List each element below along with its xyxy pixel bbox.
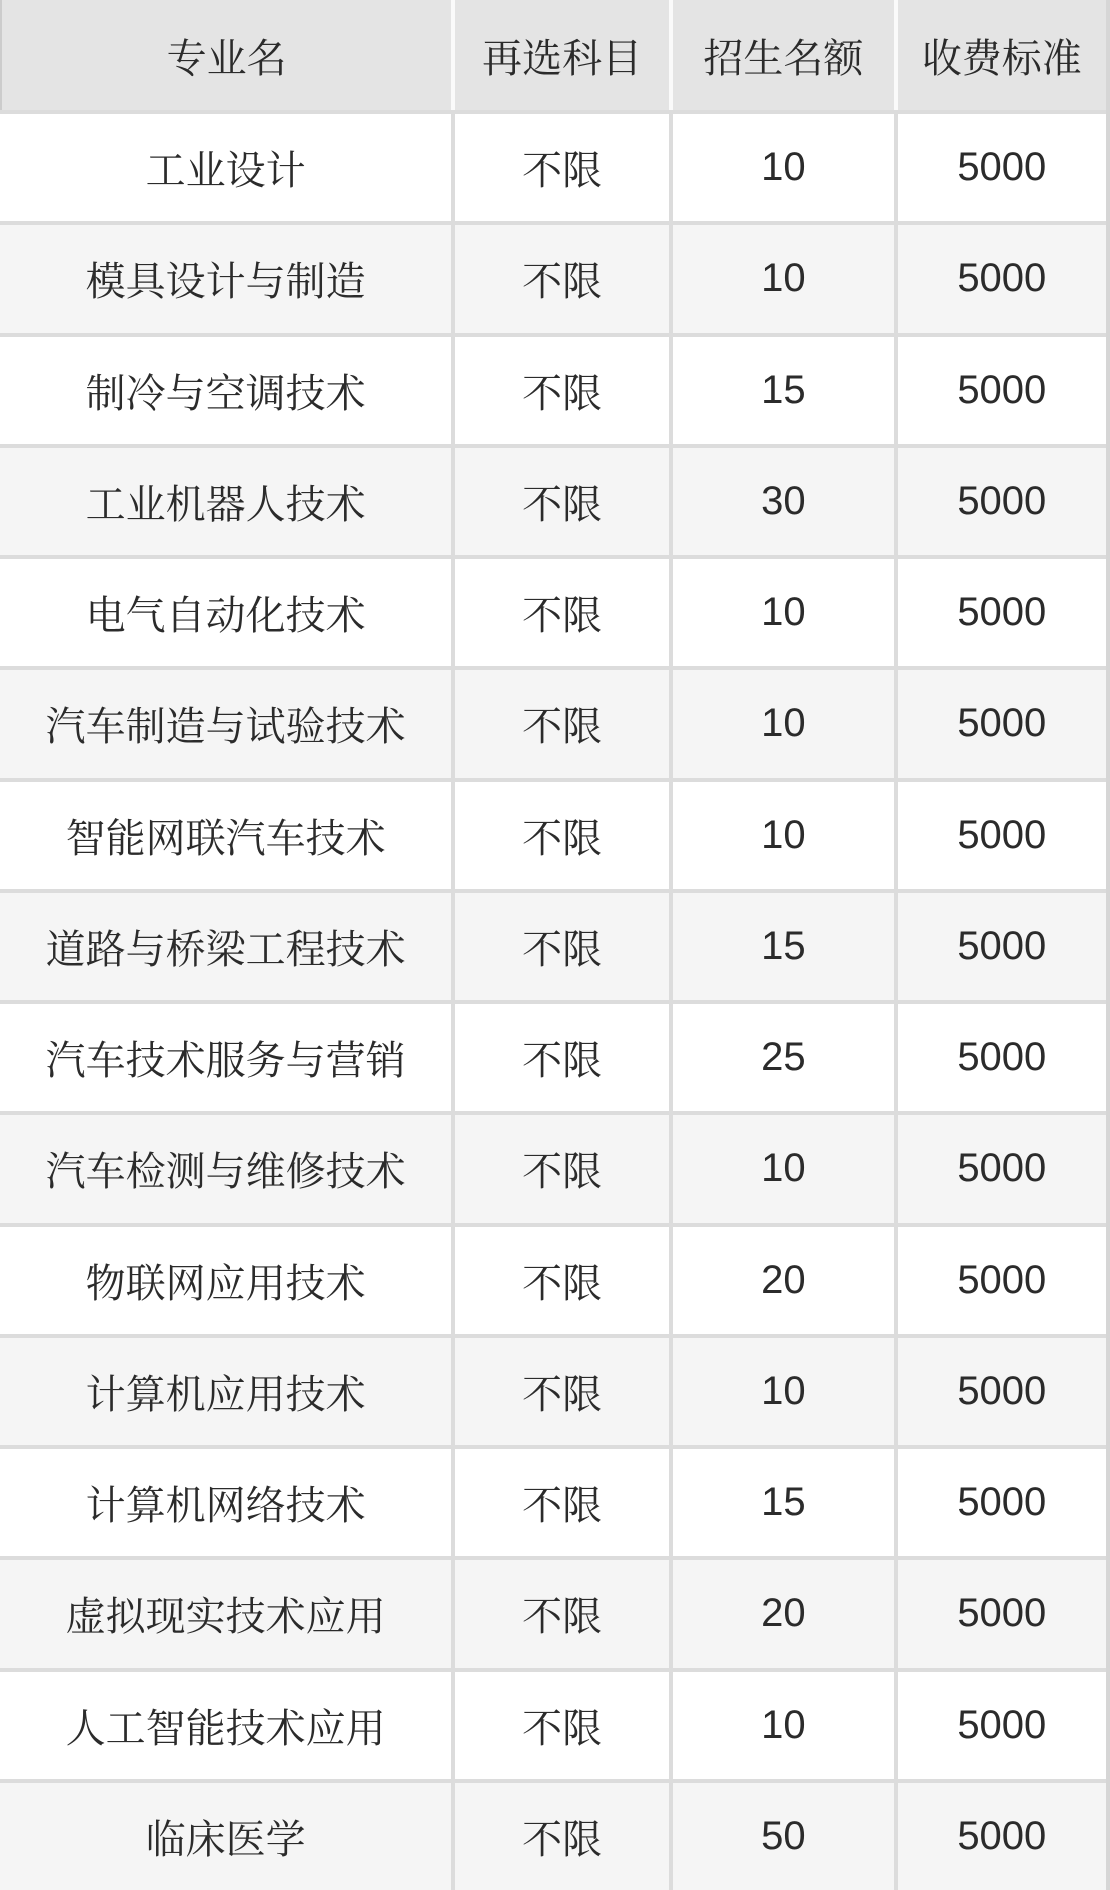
cell-subjects: 不限 (451, 1111, 669, 1222)
cell-major: 汽车制造与试验技术 (0, 666, 451, 777)
cell-subjects: 不限 (451, 1000, 669, 1111)
cell-subjects: 不限 (451, 1556, 669, 1667)
table-row (0, 444, 1106, 555)
cell-subjects: 不限 (451, 1779, 669, 1890)
table-row (0, 778, 1106, 889)
cell-quota: 10 (669, 1334, 894, 1445)
cell-subjects: 不限 (451, 1668, 669, 1779)
cell-major: 工业设计 (0, 110, 451, 221)
table-header (0, 0, 1106, 110)
cell-fee: 5000 (894, 1000, 1106, 1111)
cell-subjects: 不限 (451, 555, 669, 666)
table-row (0, 1111, 1106, 1222)
table-row (0, 110, 1106, 221)
cell-subjects: 不限 (451, 1223, 669, 1334)
cell-quota: 10 (669, 666, 894, 777)
cell-major: 计算机应用技术 (0, 1334, 451, 1445)
cell-major: 人工智能技术应用 (0, 1668, 451, 1779)
cell-major: 汽车检测与维修技术 (0, 1111, 451, 1222)
column-header-quota: 招生名额 (669, 0, 894, 110)
cell-quota: 15 (669, 889, 894, 1000)
cell-fee: 5000 (894, 110, 1106, 221)
cell-major: 制冷与空调技术 (0, 333, 451, 444)
cell-fee: 5000 (894, 1556, 1106, 1667)
cell-major: 工业机器人技术 (0, 444, 451, 555)
table-row (0, 1000, 1106, 1111)
column-header-fee: 收费标准 (894, 0, 1106, 110)
column-header-major: 专业名 (0, 0, 451, 110)
table-row (0, 221, 1106, 332)
cell-quota: 15 (669, 333, 894, 444)
cell-major: 计算机网络技术 (0, 1445, 451, 1556)
cell-quota: 30 (669, 444, 894, 555)
cell-fee: 5000 (894, 666, 1106, 777)
cell-major: 模具设计与制造 (0, 221, 451, 332)
table-row (0, 1556, 1106, 1667)
cell-quota: 25 (669, 1000, 894, 1111)
cell-quota: 10 (669, 110, 894, 221)
cell-subjects: 不限 (451, 444, 669, 555)
cell-major: 临床医学 (0, 1779, 451, 1890)
column-header-subjects: 再选科目 (451, 0, 669, 110)
table-row (0, 333, 1106, 444)
table-row (0, 1334, 1106, 1445)
cell-major: 汽车技术服务与营销 (0, 1000, 451, 1111)
cell-fee: 5000 (894, 1779, 1106, 1890)
cell-subjects: 不限 (451, 221, 669, 332)
table-row (0, 1223, 1106, 1334)
cell-fee: 5000 (894, 889, 1106, 1000)
cell-subjects: 不限 (451, 666, 669, 777)
cell-subjects: 不限 (451, 110, 669, 221)
cell-major: 智能网联汽车技术 (0, 778, 451, 889)
cell-major: 道路与桥梁工程技术 (0, 889, 451, 1000)
cell-major: 物联网应用技术 (0, 1223, 451, 1334)
cell-quota: 10 (669, 221, 894, 332)
cell-quota: 50 (669, 1779, 894, 1890)
cell-fee: 5000 (894, 555, 1106, 666)
table-row (0, 1668, 1106, 1779)
cell-subjects: 不限 (451, 889, 669, 1000)
cell-quota: 10 (669, 555, 894, 666)
cell-subjects: 不限 (451, 1334, 669, 1445)
table-row (0, 555, 1106, 666)
cell-fee: 5000 (894, 221, 1106, 332)
table-row (0, 666, 1106, 777)
cell-fee: 5000 (894, 444, 1106, 555)
cell-quota: 20 (669, 1223, 894, 1334)
cell-quota: 20 (669, 1556, 894, 1667)
cell-fee: 5000 (894, 333, 1106, 444)
table-row (0, 1445, 1106, 1556)
cell-quota: 10 (669, 778, 894, 889)
cell-fee: 5000 (894, 1111, 1106, 1222)
cell-major: 虚拟现实技术应用 (0, 1556, 451, 1667)
cell-fee: 5000 (894, 778, 1106, 889)
cell-quota: 10 (669, 1668, 894, 1779)
table-body (0, 110, 1106, 1890)
cell-fee: 5000 (894, 1668, 1106, 1779)
table-row (0, 889, 1106, 1000)
cell-major: 电气自动化技术 (0, 555, 451, 666)
cell-fee: 5000 (894, 1334, 1106, 1445)
cell-fee: 5000 (894, 1223, 1106, 1334)
cell-quota: 15 (669, 1445, 894, 1556)
header-row (0, 0, 1106, 110)
cell-quota: 10 (669, 1111, 894, 1222)
cell-fee: 5000 (894, 1445, 1106, 1556)
cell-subjects: 不限 (451, 333, 669, 444)
cell-subjects: 不限 (451, 778, 669, 889)
table-row (0, 1779, 1106, 1890)
cell-subjects: 不限 (451, 1445, 669, 1556)
